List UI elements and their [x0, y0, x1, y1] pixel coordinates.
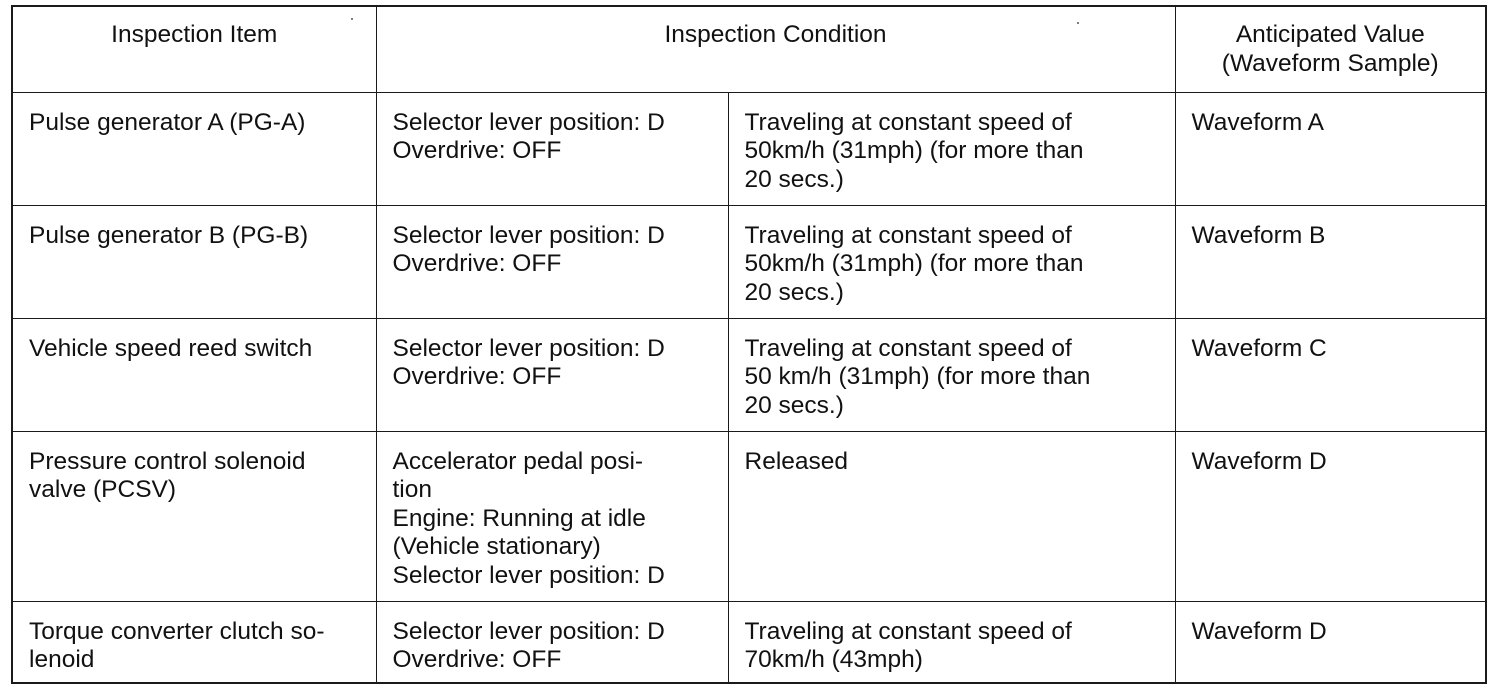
condition-text: Selector lever position: D Overdrive: OFF: [392, 334, 665, 390]
condition-detail-cell: [728, 92, 1175, 205]
header-inspection-item: [12, 6, 376, 92]
scan-speck: [1077, 22, 1079, 24]
scan-speck: [351, 18, 353, 20]
inspection-table-page: [11, 5, 1485, 685]
condition-detail-text: Traveling at constant speed of 70km/h (43mph): [744, 617, 1072, 673]
condition-cell: [376, 601, 728, 683]
condition-text: Selector lever position: D Overdrive: OFF: [392, 108, 665, 164]
table-row: [12, 205, 1486, 318]
header-anticipated-value: [1175, 6, 1486, 92]
table-row: [12, 601, 1486, 683]
anticipated-value-cell: [1175, 431, 1486, 601]
anticipated-value-text: Waveform A: [1191, 108, 1325, 136]
anticipated-value-text: Waveform C: [1191, 334, 1327, 362]
anticipated-value-cell: [1175, 92, 1486, 205]
inspection-item-text: Pressure control solenoid valve (PCSV): [29, 447, 306, 503]
condition-text: Selector lever position: D Overdrive: OFF: [392, 221, 665, 277]
inspection-item-cell: [12, 318, 376, 431]
inspection-item-text: Pulse generator B (PG-B): [29, 221, 309, 249]
condition-cell: [376, 431, 728, 601]
condition-detail-cell: [728, 205, 1175, 318]
header-inspection-condition-label: Inspection Condition: [664, 21, 887, 48]
inspection-item-cell: [12, 205, 376, 318]
header-inspection-condition: [376, 6, 1175, 92]
header-row: [12, 6, 1486, 92]
table-row: [12, 92, 1486, 205]
inspection-item-text: Pulse generator A (PG-A): [29, 108, 306, 136]
inspection-item-cell: [12, 601, 376, 683]
condition-detail-cell: [728, 431, 1175, 601]
table-row: [12, 431, 1486, 601]
anticipated-value-text: Waveform D: [1191, 617, 1327, 645]
anticipated-value-cell: [1175, 601, 1486, 683]
condition-detail-cell: [728, 601, 1175, 683]
condition-detail-text: Released: [744, 447, 849, 475]
condition-detail-text: Traveling at constant speed of 50km/h (31mph) (for more than 20 secs.): [744, 221, 1084, 306]
condition-text: Selector lever position: D Overdrive: OFF: [392, 617, 665, 673]
condition-detail-cell: [728, 318, 1175, 431]
inspection-item-cell: [12, 92, 376, 205]
inspection-item-text: Torque converter clutch so- lenoid: [29, 617, 325, 673]
table-row: [12, 318, 1486, 431]
header-anticipated-value-label: Anticipated Value (Waveform Sample): [1221, 21, 1439, 77]
inspection-table: [11, 5, 1487, 684]
inspection-item-text: Vehicle speed reed switch: [29, 334, 313, 362]
condition-detail-text: Traveling at constant speed of 50 km/h (31mph) (for more than 20 secs.): [744, 334, 1091, 419]
condition-text: Accelerator pedal posi- tion Engine: Running at idle (Vehicle stationary) Selector lever position: D: [392, 447, 665, 589]
anticipated-value-cell: [1175, 318, 1486, 431]
condition-cell: [376, 318, 728, 431]
inspection-item-cell: [12, 431, 376, 601]
anticipated-value-cell: [1175, 205, 1486, 318]
header-inspection-item-label: Inspection Item: [111, 21, 278, 48]
condition-cell: [376, 92, 728, 205]
condition-detail-text: Traveling at constant speed of 50km/h (31mph) (for more than 20 secs.): [744, 108, 1084, 193]
condition-cell: [376, 205, 728, 318]
anticipated-value-text: Waveform B: [1191, 221, 1326, 249]
anticipated-value-text: Waveform D: [1191, 447, 1327, 475]
